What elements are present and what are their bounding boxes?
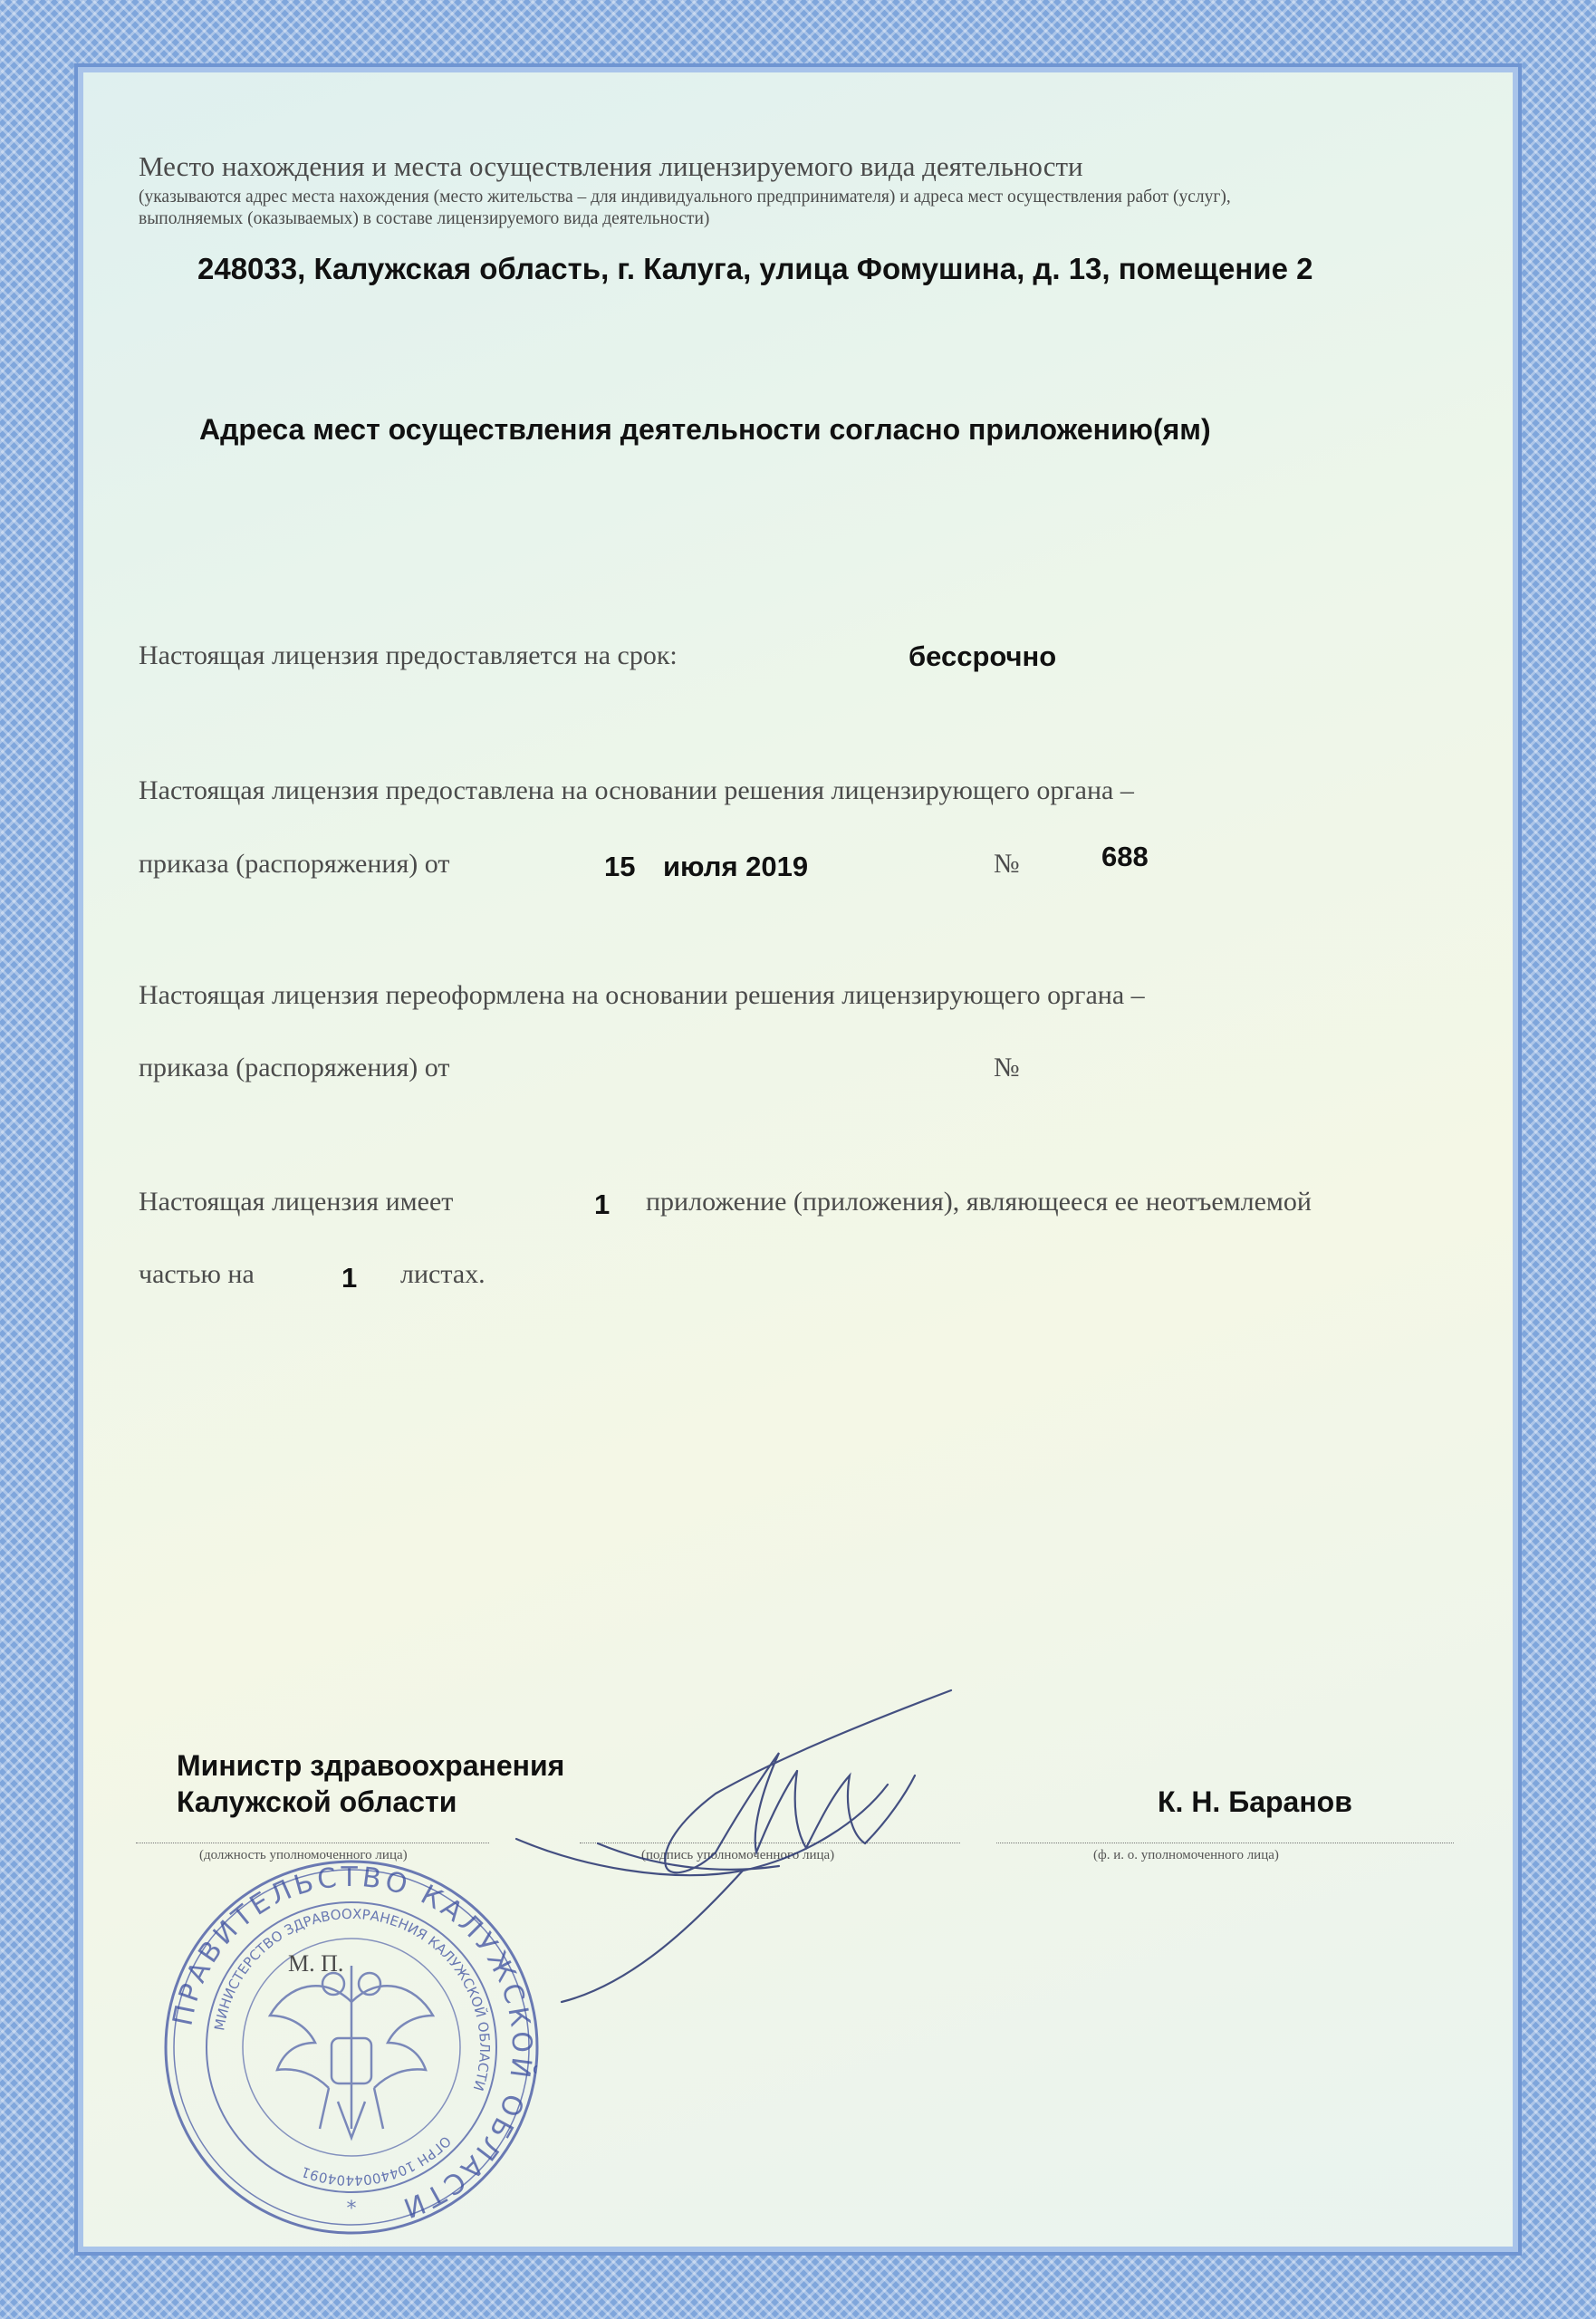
granted-day: 15	[604, 851, 636, 882]
header-note-line1: (указываются адрес места нахождения (место жительства – для индивидуального предпринимателя) и адреса мест осуществления работ (услуг),	[139, 188, 1231, 207]
signatory-name: К. Н. Баранов	[1158, 1785, 1352, 1818]
reissued-order-label: приказа (распоряжения) от	[139, 1053, 450, 1083]
granted-order-label: приказа (распоряжения) от	[139, 849, 450, 879]
granted-no-sign: №	[994, 849, 1020, 879]
eagle-emblem-icon	[270, 1966, 433, 2138]
caption-name: (ф. и. о. уполномоченного лица)	[1093, 1848, 1279, 1862]
handwritten-signature	[507, 1685, 1051, 2002]
appendix-text-1: Настоящая лицензия имеет	[139, 1187, 454, 1217]
activity-addresses: Адреса мест осуществления деятельности согласно приложению(ям)	[199, 413, 1211, 446]
caption-signature: (подпись уполномоченного лица)	[641, 1848, 835, 1862]
granted-number: 688	[1101, 841, 1149, 872]
signatory-position-line2: Калужской области	[177, 1785, 457, 1818]
term-label: Настоящая лицензия предоставляется на срок:	[139, 640, 678, 670]
seal-inner-text: МИНИСТЕРСТВО ЗДРАВООХРАНЕНИЯ КАЛУЖСКОЙ ОБЛАСТИ	[211, 1905, 494, 2093]
appendix-count: 1	[594, 1188, 611, 1220]
reissued-no-sign: №	[994, 1053, 1020, 1083]
address: 248033, Калужская область, г. Калуга, улица Фомушина, д. 13, помещение 2	[197, 252, 1313, 285]
stamp-place-label: М. П.	[288, 1950, 344, 1977]
granted-month-year: июля 2019	[663, 851, 809, 882]
signatory-position-line1: Министр здравоохранения	[177, 1749, 565, 1782]
appendix-text-4: листах.	[400, 1259, 486, 1289]
seal-outer-text: ПРАВИТЕЛЬСТВО КАЛУЖСКОЙ ОБЛАСТИ	[167, 1861, 538, 2225]
term-value: бессрочно	[909, 640, 1057, 672]
header-note-line2: выполняемых (оказываемых) в составе лицензируемого вида деятельности)	[139, 209, 710, 228]
appendix-text-2: приложение (приложения), являющееся ее неотъемлемой	[646, 1187, 1312, 1217]
granted-line: Настоящая лицензия предоставлена на основании решения лицензирующего органа –	[139, 775, 1134, 805]
appendix-sheets: 1	[341, 1262, 358, 1294]
svg-text:*: *	[346, 2198, 357, 2220]
official-seal	[161, 1857, 542, 2237]
seal-ogrn: ОГРН 1044004404091	[299, 2132, 455, 2189]
caption-position: (должность уполномоченного лица)	[199, 1848, 408, 1862]
appendix-text-3: частью на	[139, 1259, 255, 1289]
header-title: Место нахождения и места осуществления лицензируемого вида деятельности	[139, 150, 1083, 182]
reissued-line: Настоящая лицензия переоформлена на основании решения лицензирующего органа –	[139, 980, 1145, 1010]
